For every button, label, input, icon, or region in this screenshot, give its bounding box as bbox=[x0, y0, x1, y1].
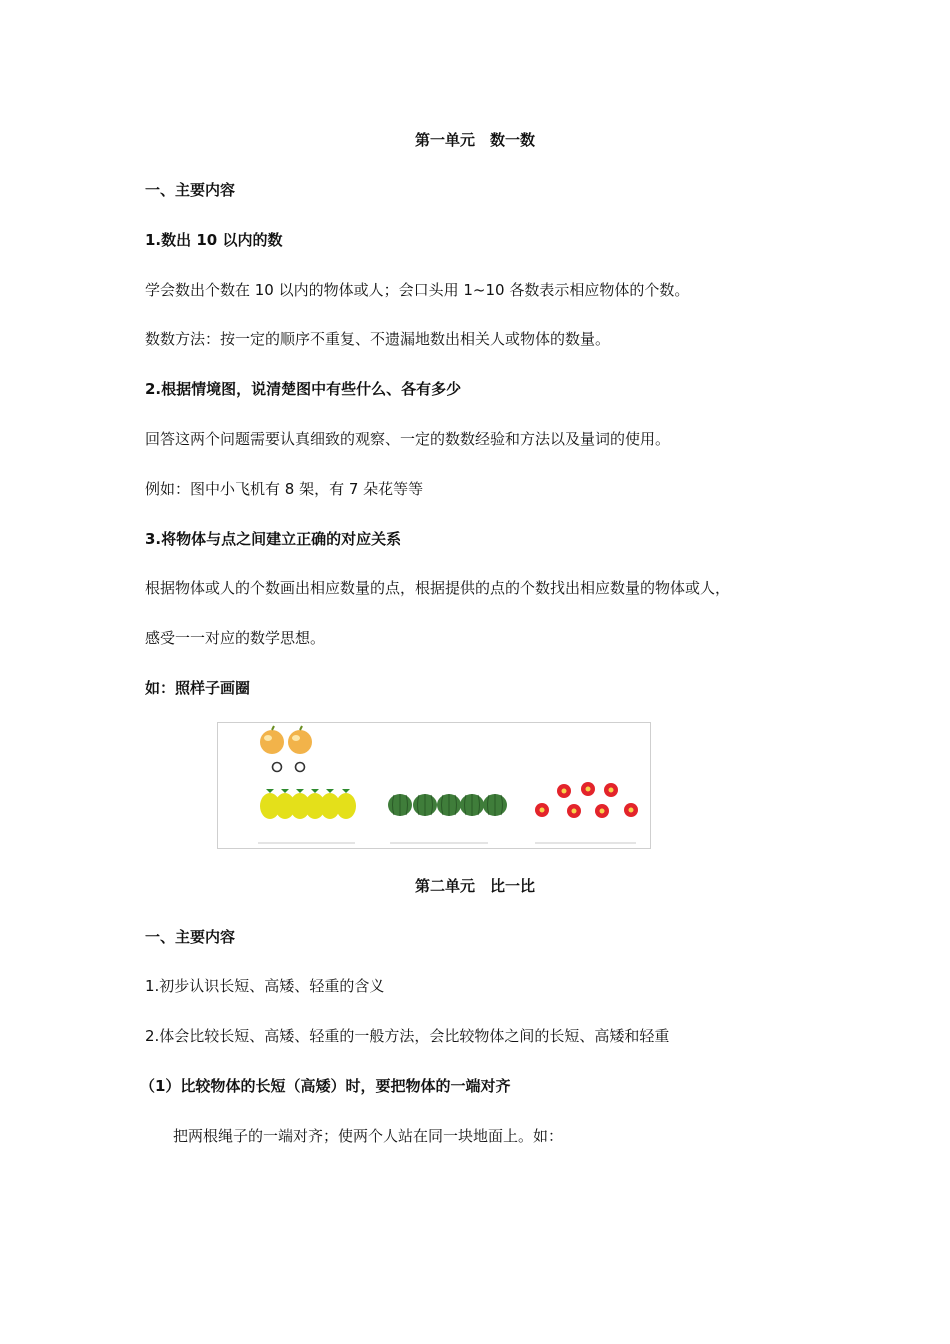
counting-figure-svg bbox=[218, 723, 650, 848]
unit2-title: 第二单元 比一比 bbox=[414, 877, 535, 895]
unit2-item2: 2.体会比较长短、高矮、轻重的一般方法，会比较物体之间的长短、高矮和轻重 bbox=[145, 1027, 670, 1045]
melon-icon bbox=[437, 794, 461, 816]
unit1-item2-heading: 2.根据情境图，说清楚图中有些什么、各有多少 bbox=[145, 380, 462, 398]
unit1-item1-paragraph1: 学会数出个数在 10 以内的物体或人；会口头用 1~10 各数表示相应物体的个数。 bbox=[145, 281, 690, 299]
unit2-item1: 1.初步认识长短、高矮、轻重的含义 bbox=[145, 977, 385, 995]
melon-icon bbox=[413, 794, 437, 816]
circle-mark bbox=[273, 763, 282, 772]
unit2-sub1-heading: （1）比较物体的长短（高矮）时，要把物体的一端对齐 bbox=[140, 1077, 511, 1095]
pear-icon bbox=[336, 789, 356, 819]
flower-icon bbox=[595, 804, 609, 818]
unit1-item3-paragraph1: 根据物体或人的个数画出相应数量的点，根据提供的点的个数找出相应数量的物体或人， bbox=[145, 579, 731, 597]
flower-icon bbox=[535, 803, 549, 817]
flower-group bbox=[535, 782, 638, 818]
apple-icon bbox=[260, 726, 284, 754]
unit2-sub1-text: 把两根绳子的一端对齐；使两个人站在同一块地面上。如： bbox=[173, 1127, 564, 1145]
melon-icon bbox=[483, 794, 507, 816]
unit1-item2-paragraph2: 例如：图中小飞机有 8 架，有 7 朵花等等 bbox=[145, 480, 424, 498]
melon-icon bbox=[460, 794, 484, 816]
apple-icon bbox=[288, 726, 312, 754]
unit1-item1-paragraph2: 数数方法：按一定的顺序不重复、不遗漏地数出相关人或物体的数量。 bbox=[145, 330, 611, 348]
flower-icon bbox=[567, 804, 581, 818]
flower-icon bbox=[557, 784, 571, 798]
flower-icon bbox=[581, 782, 595, 796]
unit1-section-heading: 一、主要内容 bbox=[145, 181, 236, 199]
melon-icon bbox=[388, 794, 412, 816]
counting-figure bbox=[217, 722, 651, 849]
unit1-item3-paragraph2: 感受一一对应的数学思想。 bbox=[145, 629, 326, 647]
flower-icon bbox=[604, 783, 618, 797]
unit1-item1-heading: 1.数出 10 以内的数 bbox=[145, 231, 283, 249]
flower-icon bbox=[624, 803, 638, 817]
unit1-title: 第一单元 数一数 bbox=[414, 131, 535, 149]
unit1-item2-paragraph1: 回答这两个问题需要认真细致的观察、一定的数数经验和方法以及量词的使用。 bbox=[145, 430, 671, 448]
circle-mark bbox=[296, 763, 305, 772]
unit2-section-heading: 一、主要内容 bbox=[145, 928, 236, 946]
unit1-example-heading: 如：照样子画圈 bbox=[145, 679, 251, 697]
pear-group bbox=[260, 789, 356, 819]
melon-group bbox=[388, 794, 507, 816]
unit1-item3-heading: 3.将物体与点之间建立正确的对应关系 bbox=[145, 530, 402, 548]
